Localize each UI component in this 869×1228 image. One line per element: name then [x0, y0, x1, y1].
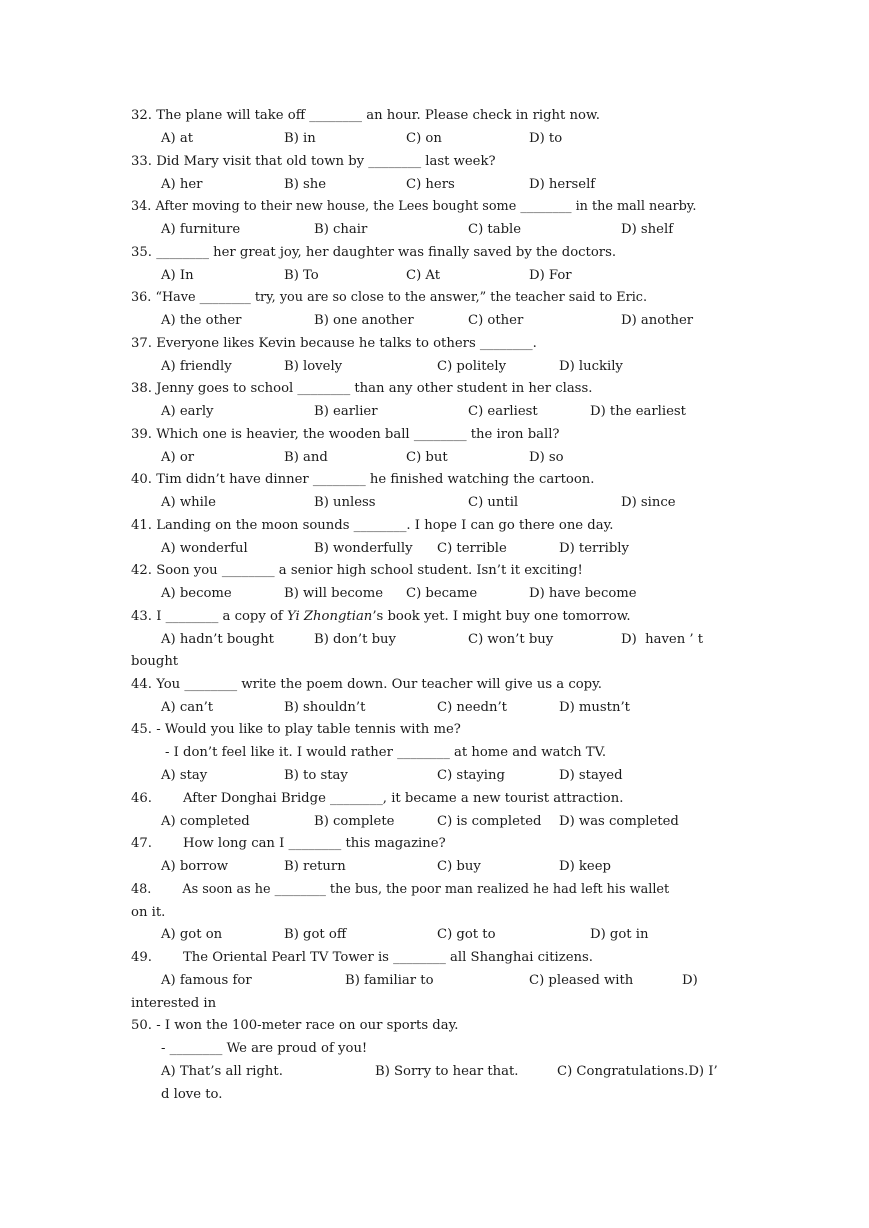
option-d: D) so: [529, 450, 564, 465]
option-d: D) shelf: [621, 222, 674, 237]
question-48: [131, 882, 669, 898]
option-c: C) but: [406, 450, 448, 465]
question-number: 44.: [131, 677, 152, 692]
question-stem: Did Mary visit that old town by ________ last week?: [156, 154, 496, 169]
option-c: C) At: [406, 268, 441, 283]
option-d-wrap: interested in: [131, 996, 217, 1011]
option-d: D) keep: [559, 859, 611, 874]
question-stem: - I won the 100-meter race on our sports day.: [156, 1018, 459, 1033]
option-d: D) to: [529, 131, 563, 146]
option-a: A) That’s all right.: [161, 1064, 283, 1079]
option-a: A) borrow: [161, 859, 229, 874]
option-b: B) complete: [314, 814, 395, 829]
question-stem: Tim didn’t have dinner ________ he finished watching the cartoon.: [156, 472, 595, 487]
question-stem: After Donghai Bridge ________, it became a new tourist attraction.: [182, 791, 624, 806]
question-40: [131, 472, 594, 488]
question-45: [131, 722, 461, 738]
option-c: C) on: [406, 131, 442, 146]
book-author: Yi Zhongtian: [287, 609, 373, 624]
option-a: A) or: [161, 450, 195, 465]
question-stem: Jenny goes to school ________ than any other student in her class.: [156, 381, 593, 396]
question-49: [131, 950, 593, 966]
question-stem-pre: I ________ a copy of: [156, 609, 288, 624]
option-a: A) In: [161, 268, 194, 283]
question-number: 33.: [131, 154, 152, 169]
question-47: [131, 836, 446, 852]
question-number: 49.: [131, 950, 152, 965]
option-d: D) herself: [529, 177, 596, 192]
option-b: B) will become: [284, 586, 384, 601]
option-c: C) Congratulations.D) I’: [557, 1064, 718, 1079]
question-stem: After moving to their new house, the Lees bought some ________ in the mall nearby.: [155, 199, 697, 214]
option-c: C) earliest: [468, 404, 538, 419]
option-c: C) is completed: [437, 814, 542, 829]
option-b: B) familiar to: [345, 973, 434, 988]
option-d: D): [682, 973, 698, 988]
option-d: D) stayed: [559, 768, 623, 783]
question-number: 37.: [131, 336, 152, 351]
question-stem: How long can I ________ this magazine?: [182, 836, 446, 851]
question-number: 46.: [131, 791, 152, 806]
question-stem: Soon you ________ a senior high school student. Isn’t it exciting!: [156, 563, 583, 578]
option-a: A) the other: [161, 313, 242, 328]
option-d: D) For: [529, 268, 572, 283]
option-c: C) buy: [437, 859, 481, 874]
option-b: B) return: [284, 859, 346, 874]
option-a: A) furniture: [161, 222, 241, 237]
option-c: C) hers: [406, 177, 455, 192]
option-c: C) terrible: [437, 541, 507, 556]
option-a: A) at: [161, 131, 194, 146]
question-number: 34.: [131, 199, 152, 214]
question-33: [131, 154, 496, 170]
question-stem-wrap: on it.: [131, 905, 166, 920]
option-c: C) table: [468, 222, 522, 237]
option-b: B) got off: [284, 927, 347, 942]
option-b: B) one another: [314, 313, 414, 328]
question-stem: The plane will take off ________ an hour. Please check in right now.: [156, 108, 600, 123]
option-b: B) To: [284, 268, 319, 283]
option-a: A) completed: [161, 814, 250, 829]
option-b: B) and: [284, 450, 328, 465]
option-d: D) got in: [590, 927, 649, 942]
option-a: A) famous for: [161, 973, 252, 988]
option-b: B) unless: [314, 495, 376, 510]
option-b: B) earlier: [314, 404, 378, 419]
question-stem: Which one is heavier, the wooden ball ________ the iron ball?: [156, 427, 560, 442]
option-c: C) needn’t: [437, 700, 507, 715]
question-34: [131, 199, 696, 215]
option-a: A) hadn’t bought: [161, 632, 274, 647]
question-39: [131, 427, 560, 443]
question-number: 36.: [131, 290, 152, 305]
option-c: C) won’t buy: [468, 632, 554, 647]
question-35: [131, 245, 616, 261]
option-a: A) while: [161, 495, 216, 510]
question-number: 39.: [131, 427, 152, 442]
option-b: B) chair: [314, 222, 368, 237]
question-number: 42.: [131, 563, 152, 578]
question-37: [131, 336, 537, 352]
option-c: C) became: [406, 586, 478, 601]
question-stem-post: ’s book yet. I might buy one tomorrow.: [372, 609, 631, 624]
option-d: D) have become: [529, 586, 637, 601]
question-stem: As soon as he ________ the bus, the poor man realized he had left his wallet: [182, 882, 670, 897]
question-46: [131, 791, 623, 807]
question-number: 35.: [131, 245, 152, 260]
option-d: D) was completed: [559, 814, 679, 829]
option-b: B) she: [284, 177, 327, 192]
option-c: C) until: [468, 495, 519, 510]
question-number: 50.: [131, 1018, 152, 1033]
option-c: C) other: [468, 313, 524, 328]
question-41: [131, 518, 614, 534]
option-a: A) can’t: [161, 700, 214, 715]
option-d: D) terribly: [559, 541, 629, 556]
question-stem: - Would you like to play table tennis with me?: [156, 722, 461, 737]
option-d: D) mustn’t: [559, 700, 630, 715]
option-b: B) to stay: [284, 768, 348, 783]
question-number: 45.: [131, 722, 152, 737]
question-number: 38.: [131, 381, 152, 396]
option-d: D) another: [621, 313, 694, 328]
question-number: 43.: [131, 609, 152, 624]
question-50: [131, 1018, 458, 1034]
question-43: [131, 609, 631, 625]
option-c: C) got to: [437, 927, 496, 942]
question-number: 41.: [131, 518, 152, 533]
question-stem: Everyone likes Kevin because he talks to others ________.: [156, 336, 537, 351]
option-c: C) politely: [437, 359, 507, 374]
question-42: [131, 563, 583, 579]
question-32: [131, 108, 600, 124]
dialogue-reply: - ________ We are proud of you!: [161, 1041, 368, 1056]
option-wrap: d love to.: [161, 1087, 223, 1102]
option-a: A) become: [161, 586, 232, 601]
question-44: [131, 677, 602, 693]
question-stem: The Oriental Pearl TV Tower is ________ all Shanghai citizens.: [182, 950, 593, 965]
question-stem: Landing on the moon sounds ________. I hope I can go there one day.: [156, 518, 614, 533]
option-b: B) lovely: [284, 359, 343, 374]
question-stem: You ________ write the poem down. Our teacher will give us a copy.: [156, 677, 602, 692]
option-d-wrap: bought: [131, 654, 179, 669]
question-stem: ________ her great joy, her daughter was finally saved by the doctors.: [156, 245, 617, 260]
option-a: A) wonderful: [161, 541, 248, 556]
option-d: D) luckily: [559, 359, 623, 374]
question-stem: “Have ________ try, you are so close to the answer,” the teacher said to Eric.: [155, 290, 648, 305]
option-b: B) wonderfully: [314, 541, 413, 556]
option-b: B) in: [284, 131, 316, 146]
option-b: B) shouldn’t: [284, 700, 366, 715]
option-a: A) friendly: [161, 359, 232, 374]
question-number: 40.: [131, 472, 152, 487]
option-c: C) staying: [437, 768, 505, 783]
option-a: A) stay: [161, 768, 208, 783]
question-number: 32.: [131, 108, 152, 123]
question-number: 48.: [131, 882, 152, 897]
option-d: D) haven ’ t: [621, 632, 704, 647]
option-b: B) don’t buy: [314, 632, 396, 647]
option-a: A) early: [161, 404, 214, 419]
option-d: D) since: [621, 495, 676, 510]
dialogue-reply: - I don’t feel like it. I would rather ________ at home and watch TV.: [165, 745, 607, 760]
question-number: 47.: [131, 836, 152, 851]
option-a: A) her: [161, 177, 203, 192]
option-b: B) Sorry to hear that.: [375, 1064, 519, 1079]
option-a: A) got on: [161, 927, 223, 942]
option-d: D) the earliest: [590, 404, 686, 419]
question-36: [131, 290, 647, 306]
option-c: C) pleased with: [529, 973, 634, 988]
question-38: [131, 381, 592, 397]
